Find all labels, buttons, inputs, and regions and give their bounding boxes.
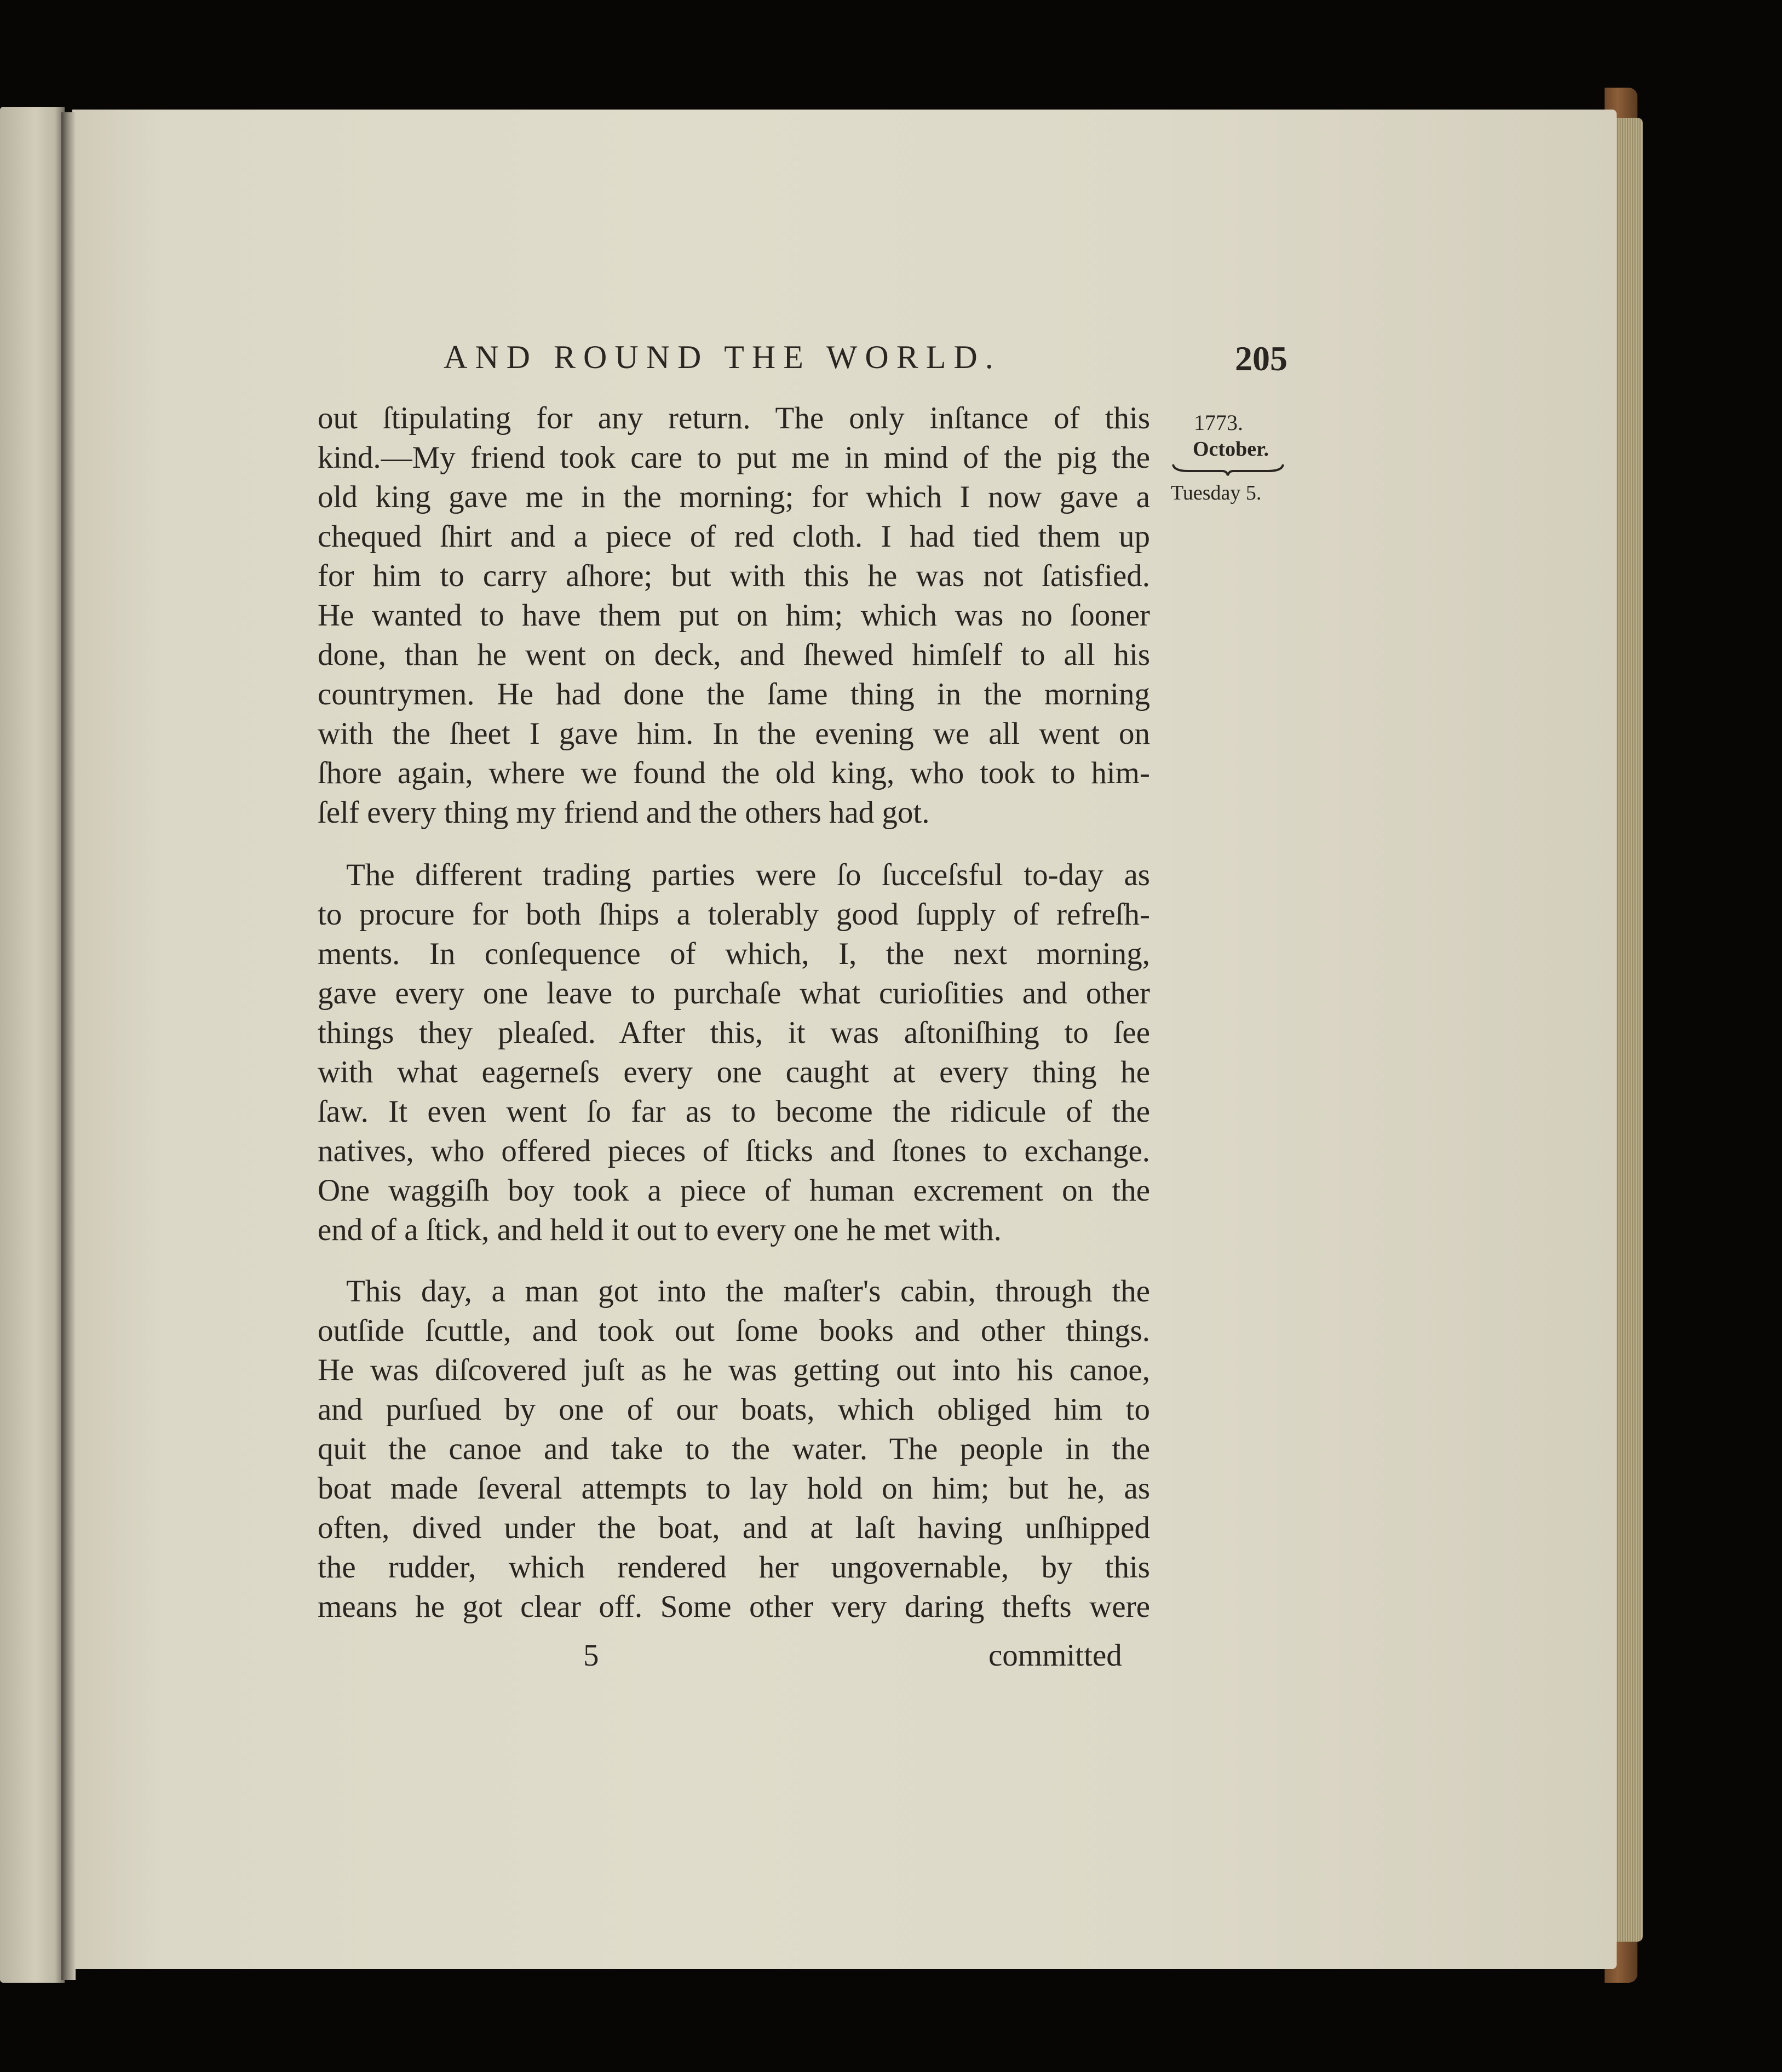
paragraph-1: [318, 399, 1150, 833]
margin-note-year: 1773.: [1194, 410, 1243, 435]
text-line: old king gave me in the morning; for which I now gave a: [318, 480, 1150, 514]
text-line: chequed ſhirt and a piece of red cloth. I had tied them up: [318, 519, 1150, 554]
catchword: committed: [988, 1638, 1122, 1673]
text-line: countrymen. He had done the ſame thing in the morning: [318, 677, 1150, 711]
text-line: with the ſheet I gave him. In the evening we all went on: [318, 716, 1150, 751]
page-number: 205: [1235, 339, 1287, 378]
book-gutter: [61, 112, 76, 1980]
text-line: natives, who offered pieces of ſticks and ſtones to exchange.: [318, 1134, 1150, 1168]
text-line: This day, a man got into the maſter's cabin, through the: [346, 1274, 1150, 1308]
text-line: kind.—My friend took care to put me in mind of the pig the: [318, 440, 1150, 475]
text-line: The different trading parties were ſo ſucceſsful to-day as: [346, 858, 1150, 892]
text-line: He was diſcovered juſt as he was getting out into his canoe,: [318, 1353, 1150, 1387]
text-line: end of a ſtick, and held it out to every one he met with.: [318, 1213, 1002, 1247]
text-line: means he got clear off. Some other very daring thefts were: [318, 1589, 1150, 1624]
text-line: the rudder, which rendered her ungovernable, by this: [318, 1550, 1150, 1585]
text-line: gave every one leave to purchaſe what curioſities and other: [318, 976, 1150, 1011]
signature-mark: 5: [583, 1638, 599, 1673]
paragraph-3: [318, 1272, 1150, 1627]
text-line: ſelf every thing my friend and the others had got.: [318, 795, 930, 830]
margin-brace-icon: [1172, 463, 1284, 477]
text-line: things they pleaſed. After this, it was aſtoniſhing to ſee: [318, 1015, 1150, 1050]
text-line: done, than he went on deck, and ſhewed himſelf to all his: [318, 638, 1150, 672]
facing-page-edge: [0, 107, 65, 1983]
text-line: ments. In conſequence of which, I, the next morning,: [318, 937, 1150, 971]
paragraph-2: [318, 856, 1150, 1250]
text-line: outſide ſcuttle, and took out ſome books and other things.: [318, 1313, 1150, 1348]
text-line: and purſued by one of our boats, which obliged him to: [318, 1392, 1150, 1427]
text-line: ſhore again, where we found the old king, who took to him-: [318, 756, 1150, 790]
text-line: boat made ſeveral attempts to lay hold on him; but he, as: [318, 1471, 1150, 1506]
running-head: AND ROUND THE WORLD.: [444, 339, 1001, 375]
text-line: quit the canoe and take to the water. The people in the: [318, 1432, 1150, 1466]
text-line: often, dived under the boat, and at laſt having unſhipped: [318, 1511, 1150, 1545]
margin-note-month: October.: [1193, 438, 1269, 461]
text-line: to procure for both ſhips a tolerably good ſupply of refreſh-: [318, 897, 1150, 932]
text-line: One waggiſh boy took a piece of human excrement on the: [318, 1173, 1150, 1208]
text-line: with what eagerneſs every one caught at every thing he: [318, 1055, 1150, 1089]
text-line: He wanted to have them put on him; which was no ſooner: [318, 598, 1150, 633]
margin-note-day: Tuesday 5.: [1171, 481, 1262, 504]
text-line: ſaw. It even went ſo far as to become the ridicule of the: [318, 1094, 1150, 1129]
text-line: for him to carry aſhore; but with this he was not ſatisfied.: [318, 559, 1150, 593]
text-line: out ſtipulating for any return. The only inſtance of this: [318, 401, 1150, 435]
